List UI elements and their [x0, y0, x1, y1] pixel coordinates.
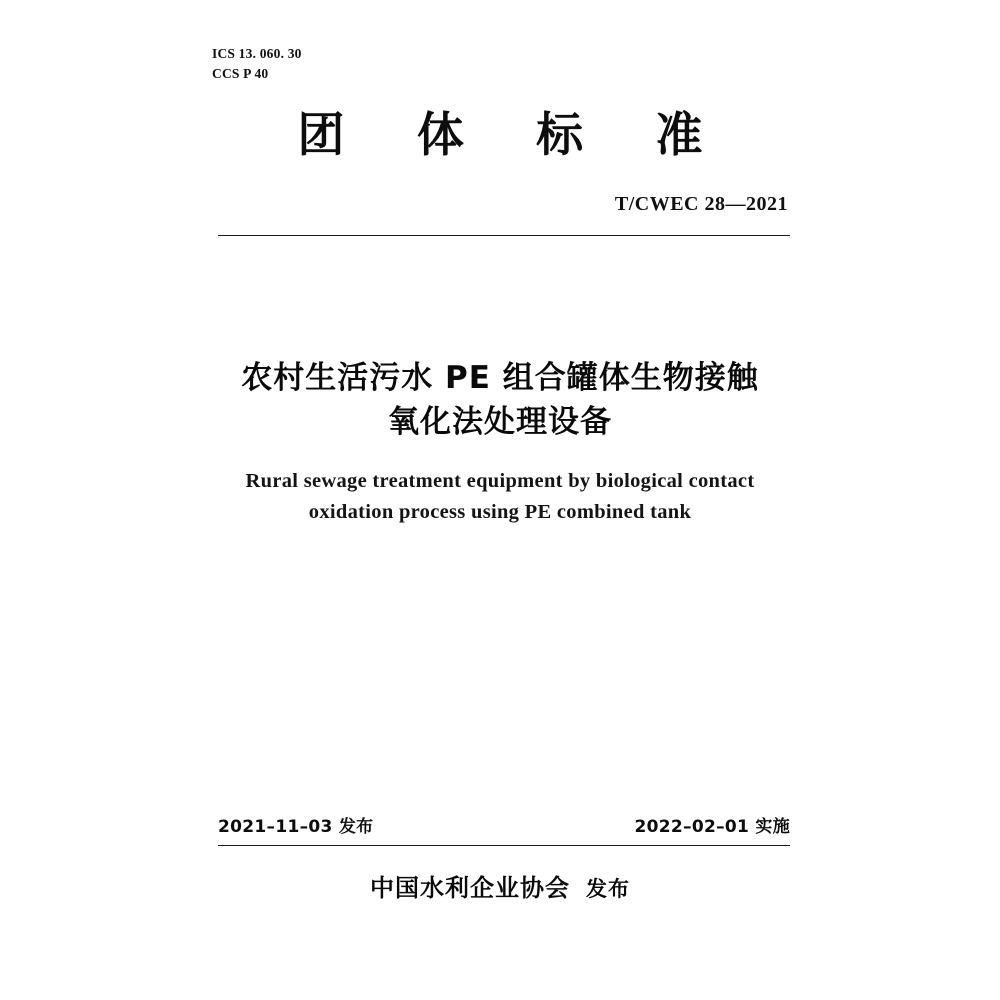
classification-codes: [212, 44, 302, 84]
title-chinese: [180, 356, 820, 444]
standard-type-heading: 团 体 标 准: [297, 108, 731, 163]
standard-number: T/CWEC 28—2021: [614, 193, 788, 215]
title-chinese-line-1: 农村生活污水 PE 组合罐体生物接触: [241, 360, 759, 396]
publish-action: 发布: [586, 877, 630, 901]
effective-date: 2022–02–01 实施: [634, 817, 790, 837]
publisher-name: 中国水利企业协会: [370, 874, 570, 902]
header-divider: [218, 235, 790, 236]
ics-code: ICS 13. 060. 30: [212, 46, 302, 61]
title-chinese-line-2: 氧化法处理设备: [388, 404, 612, 440]
dates-row: [218, 812, 790, 837]
title-english-line-1: Rural sewage treatment equipment by biological contact: [245, 470, 755, 492]
publisher-row: [0, 868, 1000, 903]
title-english: [200, 466, 800, 528]
title-english-line-2: oxidation process using PE combined tank: [308, 501, 692, 523]
footer-divider: [218, 845, 790, 846]
ccs-code: CCS P 40: [212, 66, 269, 81]
issue-date: 2021–11–03 发布: [218, 817, 374, 837]
